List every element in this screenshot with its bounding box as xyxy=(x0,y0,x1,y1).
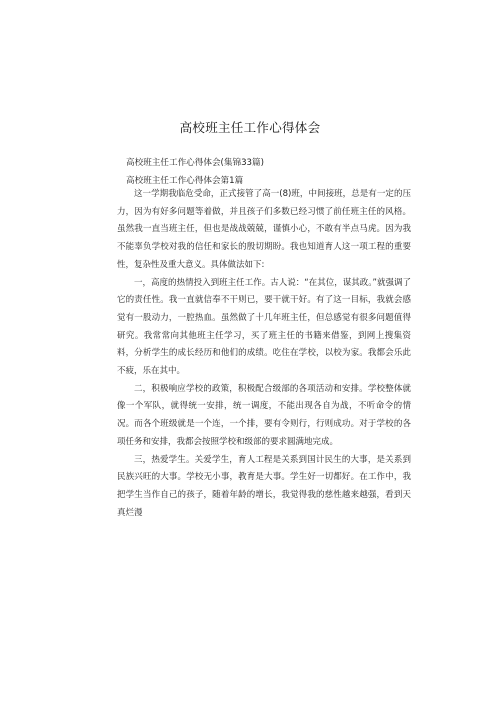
first-article-subtitle: 高校班主任工作心得体会第1篇 xyxy=(126,176,244,186)
paragraph-point-one: 一，高度的热情投入到班主任工作。古人说：“在其位，谋其政。”就强调了它的责任性。我一直就信奉不干则已，要干就干好。有了这一目标，我就会感觉有一股动力，一腔热血。虽然做了十几年班主任，但总感觉有很多问题值得研究。我常常向其他班主任学习，买了班主任的书籍来借鉴，到网上搜集资料，分析学生的成长经历和他们的成绩。吃住在学校，以校为家。我都会乐此不疲，乐在其中。 xyxy=(117,277,411,377)
document-title: 高校班主任工作心得体会 xyxy=(179,120,321,135)
paragraph-point-three: 三，热爱学生。关爱学生，育人工程是关系到国计民生的大事，是关系到民族兴旺的大事。学校无小事，教育是大事。学生好一切都好。在工作中，我把学生当作自己的孩子，随着年龄的增长，我觉得我的慈性越来越强，看到天真烂漫 xyxy=(117,454,411,518)
paragraph-intro: 这一学期我临危受命，正式接管了高一(8)班，中间接班，总是有一定的压力，因为有好多问题等着做，并且孩子们多数已经习惯了前任班主任的风格。虽然我一直当班主任，但也是战战兢兢，谨慎小心，不敢有半点马虎。因为我不能辜负学校对我的信任和家长的殷切期盼。我也知道育人这一项工程的重要性，复杂性及重大意义。具体做法如下: xyxy=(117,189,411,270)
article-body xyxy=(117,186,411,522)
paragraph-point-two: 二，积极响应学校的政策，积极配合级部的各项活动和安排。学校整体就像一个军队，就得统一安排，统一调度，不能出现各自为战，不听命令的情况。而各个班级就是一个连，一个排，要有令则行，行则成功。对于学校的各项任务和安排，我都会按照学校和级部的要求圆满地完成。 xyxy=(117,383,411,447)
collection-subtitle: 高校班主任工作心得体会(集锦33篇) xyxy=(126,158,264,168)
